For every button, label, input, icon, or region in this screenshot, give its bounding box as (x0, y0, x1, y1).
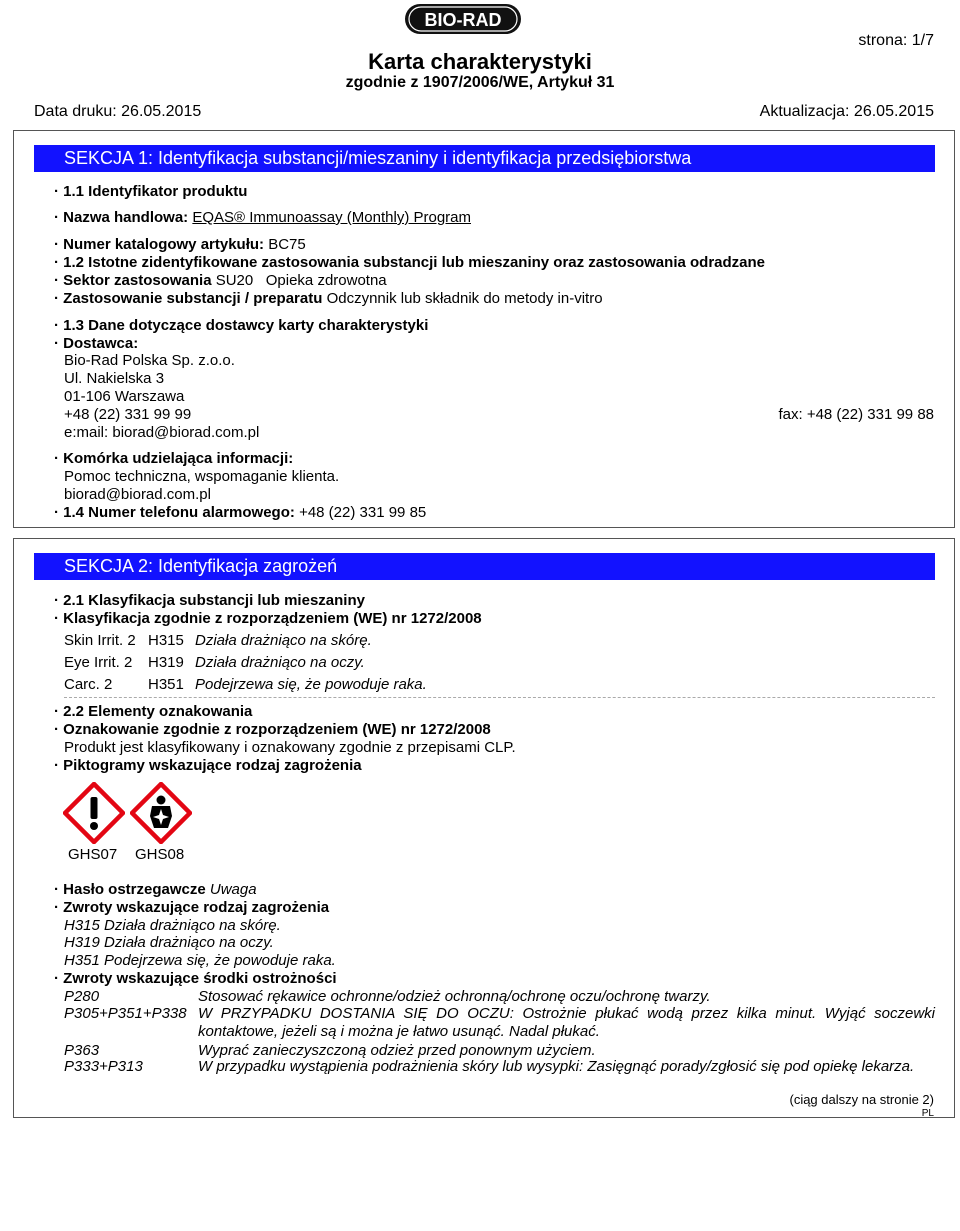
info-dept-text: Pomoc techniczna, wspomaganie klienta. (64, 468, 340, 485)
precaution-statements-label: · Zwroty wskazujące środki ostrożności (54, 970, 337, 987)
supplier-name: Bio-Rad Polska Sp. z.o.o. (64, 352, 235, 369)
update-date: Aktualizacja: 26.05.2015 (759, 103, 934, 120)
signal-word-value: Uwaga (209, 881, 257, 898)
hazard-statement: H351 Podejrzewa się, że powoduje raka. (64, 952, 336, 969)
classification-code: H315 (148, 632, 184, 649)
continued-note: (ciąg dalszy na stronie 2) (789, 1092, 934, 1107)
bio-rad-logo (404, 3, 522, 35)
language-code: PL (921, 1108, 934, 1119)
info-dept-label: · Komórka udzielająca informacji: (54, 450, 294, 467)
page-number: strona: 1/7 (858, 32, 934, 49)
classification-row (64, 676, 112, 694)
info-dept-email[interactable]: biorad@biorad.com.pl (64, 486, 211, 503)
labelling-text: Produkt jest klasyfikowany i oznakowany zgodnie z przepisami CLP. (64, 739, 516, 756)
usage-row (54, 290, 603, 308)
precaution-code: P305+P351+P338 (64, 1005, 187, 1022)
document-subtitle: zgodnie z 1907/2006/WE, Artykuł 31 (345, 74, 615, 91)
precaution-text: Stosować rękawice ochronne/odzież ochronną/ochronę oczu/ochronę twarzy. (198, 988, 711, 1005)
subsection-2-1: · 2.1 Klasyfikacja substancji lub mieszaniny (54, 592, 365, 609)
pictograms-label: · Piktogramy wskazujące rodzaj zagrożenia (54, 757, 362, 774)
print-date: Data druku: 26.05.2015 (34, 103, 202, 120)
pictogram-code: GHS08 (135, 846, 185, 863)
trade-name-value: EQAS® Immunoassay (Monthly) Program (192, 209, 471, 226)
trade-name-label: · Nazwa handlowa: (54, 209, 189, 226)
hazard-statement: H315 Działa drażniąco na skórę. (64, 917, 281, 934)
usage-label: · Zastosowanie substancji / preparatu (54, 290, 323, 307)
sector-value: SU20 Opieka zdrowotna (215, 272, 387, 289)
usage-value: Odczynnik lub składnik do metody in-vitro (326, 290, 603, 307)
catalog-label: · Numer katalogowy artykułu: (54, 236, 265, 253)
classification-text: Działa drażniąco na skórę. (195, 632, 372, 649)
classification-text: Działa drażniąco na oczy. (195, 654, 365, 671)
classification-row (64, 654, 132, 672)
sector-row (54, 272, 387, 290)
supplier-phone: +48 (22) 331 99 99 (64, 406, 192, 423)
dashed-divider (64, 697, 935, 698)
svg-text:BIO-RAD: BIO-RAD (424, 10, 502, 30)
section-1-heading: SEKCJA 1: Identyfikacja substancji/mieszaniny i identyfikacja przedsiębiorstwa (34, 145, 935, 172)
catalog-row (54, 236, 306, 254)
section-2-heading: SEKCJA 2: Identyfikacja zagrożeń (34, 553, 935, 580)
hazard-statement: H319 Działa drażniąco na oczy. (64, 934, 274, 951)
classification-code: H319 (148, 654, 184, 671)
precaution-text: Wyprać zanieczyszczoną odzież przed ponownym użyciem. (198, 1042, 596, 1059)
hazard-category: Carc. 2 (64, 676, 113, 693)
subsection-1-2: · 1.2 Istotne zidentyfikowane zastosowania substancji lub mieszaniny oraz zastosowania odradzane (54, 254, 766, 271)
supplier-label: · Dostawca: (54, 335, 139, 352)
classification-text: Podejrzewa się, że powoduje raka. (195, 676, 427, 693)
exclamation-mark-icon (63, 782, 125, 844)
supplier-city: 01-106 Warszawa (64, 388, 185, 405)
emergency-phone-row (54, 504, 426, 522)
classification-row (64, 632, 136, 650)
precaution-text: W PRZYPADKU DOSTANIA SIĘ DO OCZU: Ostrożnie płukać wodą przez kilka minut. Wyjąć soczewki kontaktowe, jeżeli są i można je łatwo usunąć. Nadal płukać. (198, 1005, 935, 1040)
precaution-text: W przypadku wystąpienia podrażnienia skóry lub wysypki: Zasięgnąć porady/zgłosić się pod opiekę lekarza. (198, 1058, 915, 1075)
pictogram-code: GHS07 (68, 846, 118, 863)
hazard-category: Skin Irrit. 2 (64, 632, 136, 649)
hazard-category: Eye Irrit. 2 (64, 654, 133, 671)
supplier-street: Ul. Nakielska 3 (64, 370, 165, 387)
document-title: Karta charakterystyki (368, 49, 592, 74)
hazard-statements-label: · Zwroty wskazujące rodzaj zagrożenia (54, 899, 330, 916)
precaution-code: P333+P313 (64, 1058, 143, 1075)
signal-word-row (54, 881, 257, 899)
catalog-value: BC75 (268, 236, 306, 253)
supplier-fax: fax: +48 (22) 331 99 88 (778, 406, 934, 423)
classification-label: · Klasyfikacja zgodnie z rozporządzeniem (WE) nr 1272/2008 (54, 610, 482, 627)
precaution-code: P280 (64, 988, 100, 1005)
precaution-code: P363 (64, 1042, 100, 1059)
classification-code: H351 (148, 676, 184, 693)
labelling-regulation: · Oznakowanie zgodnie z rozporządzeniem (WE) nr 1272/2008 (54, 721, 491, 738)
supplier-email[interactable]: e:mail: biorad@biorad.com.pl (64, 424, 260, 441)
subsection-1-1: · 1.1 Identyfikator produktu (54, 183, 248, 200)
signal-word-label: · Hasło ostrzegawcze (54, 881, 206, 898)
subsection-1-3: · 1.3 Dane dotyczące dostawcy karty charakterystyki (54, 317, 429, 334)
subsection-2-2: · 2.2 Elementy oznakowania (54, 703, 253, 720)
sector-label: · Sektor zastosowania (54, 272, 212, 289)
health-hazard-icon (130, 782, 192, 844)
emergency-phone-label: · 1.4 Numer telefonu alarmowego: (54, 504, 295, 521)
emergency-phone-value: +48 (22) 331 99 85 (299, 504, 427, 521)
trade-name-row (54, 209, 471, 227)
